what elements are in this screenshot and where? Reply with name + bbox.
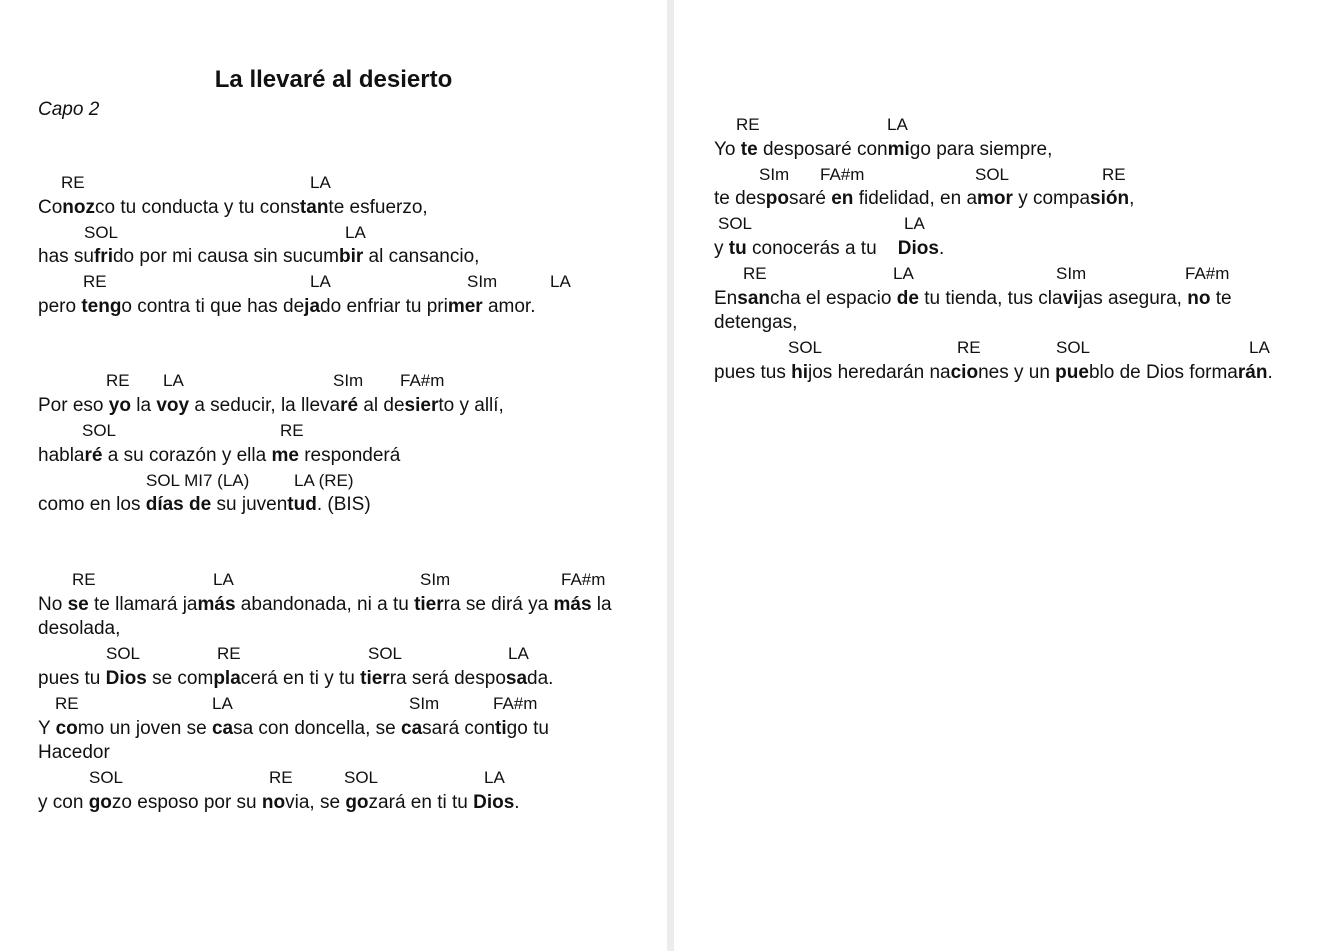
stressed-syllable: más xyxy=(553,593,592,615)
chord: LA xyxy=(484,768,505,788)
stressed-syllable: ré xyxy=(340,395,359,417)
lyric-line xyxy=(38,593,638,618)
lyric-text: No xyxy=(38,593,68,615)
lyric-text: ra será despo xyxy=(389,667,506,689)
lyric-text: y xyxy=(714,237,729,259)
lyric-text: , xyxy=(1129,188,1135,210)
stressed-syllable: no xyxy=(1187,287,1211,309)
stressed-syllable: fri xyxy=(93,246,113,268)
chord: FA#m xyxy=(561,569,606,589)
chord-line xyxy=(38,568,638,593)
lyric-text: mo un joven se xyxy=(77,717,212,739)
lyric-text: te des xyxy=(714,188,766,210)
chord: LA xyxy=(163,371,184,391)
lyric-text: Y xyxy=(38,717,56,739)
lyric-line xyxy=(714,361,1314,386)
lyric-text: te esfuerzo, xyxy=(328,196,428,218)
chord: LA xyxy=(893,263,914,283)
stressed-syllable: días de xyxy=(145,494,212,516)
lyric-text: conocerás a tu xyxy=(746,237,898,259)
stressed-syllable: san xyxy=(737,287,770,309)
chord: RE xyxy=(106,371,130,391)
stressed-syllable: te xyxy=(740,138,758,160)
stressed-syllable: tier xyxy=(414,593,444,615)
chord-line xyxy=(38,419,638,444)
stressed-syllable: mor xyxy=(977,188,1013,210)
chord: SOL xyxy=(344,768,379,788)
stressed-syllable: bir xyxy=(338,246,364,268)
lyric-line xyxy=(38,394,638,419)
lyric-text: o contra ti que has de xyxy=(121,295,305,317)
lyric-text: blo de Dios forma xyxy=(1088,361,1238,383)
right-column-lyrics xyxy=(714,113,1314,386)
chord: RE xyxy=(55,693,79,713)
lyric-line xyxy=(38,741,638,766)
lyric-text: go tu xyxy=(506,717,549,739)
lyric-line xyxy=(38,444,638,469)
lyric-text: saré xyxy=(788,188,832,210)
stressed-syllable: rán xyxy=(1237,361,1268,383)
chord: LA xyxy=(904,214,925,234)
lyric-text: tu tienda, tus cla xyxy=(918,287,1063,309)
lyric-text: En xyxy=(714,287,738,309)
lyric-text: como en los xyxy=(38,494,146,516)
stressed-syllable: se xyxy=(67,593,89,615)
chord: LA xyxy=(310,173,331,192)
stressed-syllable: sión xyxy=(1090,188,1130,210)
chord-line xyxy=(38,171,638,196)
stressed-syllable: ca xyxy=(401,717,423,739)
chord: FA#m xyxy=(493,693,538,713)
chord: SIm xyxy=(409,693,440,713)
lyric-text: cha el espacio xyxy=(770,287,897,309)
stressed-syllable: cio xyxy=(950,361,979,383)
stressed-syllable: ja xyxy=(304,295,321,317)
lyric-text: . xyxy=(514,791,520,813)
lyric-text: zo esposo por su xyxy=(111,791,262,813)
chord-line xyxy=(714,336,1314,361)
lyric-text: to y allí, xyxy=(438,395,504,417)
chord: LA xyxy=(345,222,366,242)
stressed-syllable: pla xyxy=(213,667,241,689)
lyric-text: amor. xyxy=(482,295,536,317)
lyric-line xyxy=(38,196,638,221)
lyric-text: te xyxy=(1210,287,1232,309)
chord-line xyxy=(714,113,1314,138)
lyric-text: te llamará ja xyxy=(88,593,198,615)
chord: SOL xyxy=(84,222,119,242)
chord: LA xyxy=(310,272,331,292)
left-column-lyrics xyxy=(38,171,638,816)
chord: LA (RE) xyxy=(294,470,354,490)
stressed-syllable: hi xyxy=(791,361,808,383)
lyric-text: has su xyxy=(38,246,94,268)
stressed-syllable: go xyxy=(345,791,369,813)
lyric-line xyxy=(714,187,1314,212)
chord-line xyxy=(714,262,1314,287)
chord-line xyxy=(38,766,638,791)
lyric-line xyxy=(714,237,1314,262)
stressed-syllable: yo xyxy=(108,395,131,417)
lyric-text: se com xyxy=(146,667,214,689)
stressed-syllable: Dios xyxy=(105,667,147,689)
stressed-syllable: tu xyxy=(728,237,747,259)
chord-line xyxy=(38,692,638,717)
lyric-text: la xyxy=(130,395,157,417)
lyric-line xyxy=(38,493,638,518)
lyric-text: go para siempre, xyxy=(909,138,1053,160)
chord: FA#m xyxy=(820,164,865,184)
stressed-syllable: voy xyxy=(156,395,190,417)
stressed-syllable: go xyxy=(88,791,112,813)
chord: RE xyxy=(83,272,107,292)
lyric-text: desposaré con xyxy=(757,138,888,160)
chord: LA xyxy=(887,115,908,134)
stressed-syllable: po xyxy=(765,188,789,210)
chord: SIm xyxy=(1056,263,1087,283)
stressed-syllable: de xyxy=(896,287,919,309)
lyric-text: la xyxy=(591,593,612,615)
chord: RE xyxy=(280,420,304,440)
chord-line xyxy=(38,369,638,394)
chord: SIm xyxy=(467,272,498,292)
lyric-text: Por eso xyxy=(38,395,109,417)
chord: RE xyxy=(1102,164,1126,184)
lyric-line xyxy=(714,287,1314,312)
stressed-syllable: co xyxy=(55,717,78,739)
lyric-text: su juven xyxy=(211,494,288,516)
stressed-syllable: tud xyxy=(287,494,317,516)
lyric-text: Co xyxy=(38,196,63,218)
chord: SOL xyxy=(1056,338,1091,358)
chord: SOL xyxy=(368,644,403,664)
chord: FA#m xyxy=(1185,263,1230,283)
lyric-text: jos heredarán na xyxy=(808,361,951,383)
chord-line xyxy=(38,221,638,246)
lyric-text: . xyxy=(938,237,945,259)
lyric-text: al cansancio, xyxy=(363,246,480,268)
lyric-text: do enfriar tu pri xyxy=(320,295,448,317)
lyric-text: desolada, xyxy=(38,618,121,640)
lyric-text: da. xyxy=(527,667,554,689)
lyric-text: a seducir, la lleva xyxy=(189,395,341,417)
chord: SOL MI7 (LA) xyxy=(146,470,250,490)
stressed-syllable: tier xyxy=(360,667,390,689)
lyric-text: . xyxy=(1267,361,1273,383)
chord-line xyxy=(714,163,1314,188)
stressed-syllable: ca xyxy=(211,717,234,739)
stressed-syllable: pue xyxy=(1055,361,1089,383)
chord-line xyxy=(38,270,638,295)
stressed-syllable: más xyxy=(197,593,236,615)
lyric-text: jas asegura, xyxy=(1078,287,1188,309)
lyric-text: al de xyxy=(358,395,405,417)
chord: RE xyxy=(61,173,85,192)
lyric-text: Hacedor xyxy=(38,742,110,764)
lyric-text: Yo xyxy=(714,138,741,160)
lyric-text: . (BIS) xyxy=(316,494,371,516)
chord-line xyxy=(38,642,638,667)
chord-line xyxy=(714,212,1314,237)
stressed-syllable: me xyxy=(271,444,299,466)
stressed-syllable: mi xyxy=(887,138,910,160)
chord: SOL xyxy=(82,420,117,440)
stressed-syllable: ré xyxy=(84,444,103,466)
lyric-line xyxy=(714,138,1314,163)
lyric-text: fidelidad, en a xyxy=(853,188,978,210)
lyric-text: co tu conducta y tu cons xyxy=(95,196,300,218)
chord: LA xyxy=(212,693,233,713)
lyric-text: pero xyxy=(38,295,82,317)
lyric-text: detengas, xyxy=(714,312,798,334)
lyric-text: y con xyxy=(38,791,89,813)
chord: SIm xyxy=(759,164,790,184)
chord-line xyxy=(38,469,638,494)
stressed-syllable: sa xyxy=(505,667,528,689)
lyric-text: sará con xyxy=(422,717,496,739)
lyric-line xyxy=(38,295,638,320)
song-title: La llevaré al desierto xyxy=(214,66,453,93)
stanza-gap xyxy=(38,518,638,568)
lyric-text: sa con doncella, se xyxy=(233,717,402,739)
stressed-syllable: ti xyxy=(495,717,507,739)
chord: RE xyxy=(72,569,96,589)
lyric-text: y compa xyxy=(1012,188,1091,210)
lyric-line xyxy=(38,791,638,816)
chord: RE xyxy=(217,644,241,664)
lyric-text: zará en ti tu xyxy=(368,791,474,813)
chord: LA xyxy=(550,272,571,292)
chord: RE xyxy=(736,115,760,134)
chord: SOL xyxy=(975,164,1010,184)
lyric-text: a su corazón y ella xyxy=(102,444,272,466)
lyric-text: pues tu xyxy=(38,667,106,689)
lyric-line xyxy=(38,717,638,742)
stressed-syllable: en xyxy=(831,188,854,210)
lyric-line xyxy=(38,617,638,642)
chord: SIm xyxy=(420,569,451,589)
chord: SOL xyxy=(788,338,823,358)
stressed-syllable: Dios xyxy=(897,237,939,259)
chord: SOL xyxy=(89,768,124,788)
lyric-text: via, se xyxy=(285,791,346,813)
stressed-syllable: noz xyxy=(62,196,96,218)
stressed-syllable: vi xyxy=(1062,287,1079,309)
chord: SOL xyxy=(106,644,141,664)
chord: RE xyxy=(957,338,981,358)
chord: RE xyxy=(743,263,767,283)
stanza-gap xyxy=(38,320,638,370)
stressed-syllable: Dios xyxy=(473,791,515,813)
chord: SIm xyxy=(333,371,364,391)
lyric-line xyxy=(38,667,638,692)
chord: RE xyxy=(269,768,293,788)
lyric-line xyxy=(714,311,1314,336)
chord: SOL xyxy=(718,214,753,234)
lyric-text: nes y un xyxy=(978,361,1056,383)
chord: LA xyxy=(508,644,529,664)
lyric-text: habla xyxy=(38,444,85,466)
lyric-text: abandonada, ni a tu xyxy=(235,593,415,615)
chord: LA xyxy=(1249,338,1270,358)
lyric-text: responderá xyxy=(298,444,401,466)
capo-note: Capo 2 xyxy=(38,99,100,120)
stressed-syllable: no xyxy=(261,791,286,813)
chord: LA xyxy=(213,569,234,589)
lyric-line xyxy=(38,245,638,270)
stressed-syllable: mer xyxy=(447,295,483,317)
lyric-text: cerá en ti y tu xyxy=(240,667,361,689)
chord: FA#m xyxy=(400,371,445,391)
stressed-syllable: sier xyxy=(404,395,439,417)
lyric-text: ra se dirá ya xyxy=(443,593,554,615)
lyric-text: pues tus xyxy=(714,361,792,383)
stressed-syllable: tan xyxy=(299,196,329,218)
lyric-text: do por mi causa sin sucum xyxy=(112,246,339,268)
stressed-syllable: teng xyxy=(81,295,122,317)
